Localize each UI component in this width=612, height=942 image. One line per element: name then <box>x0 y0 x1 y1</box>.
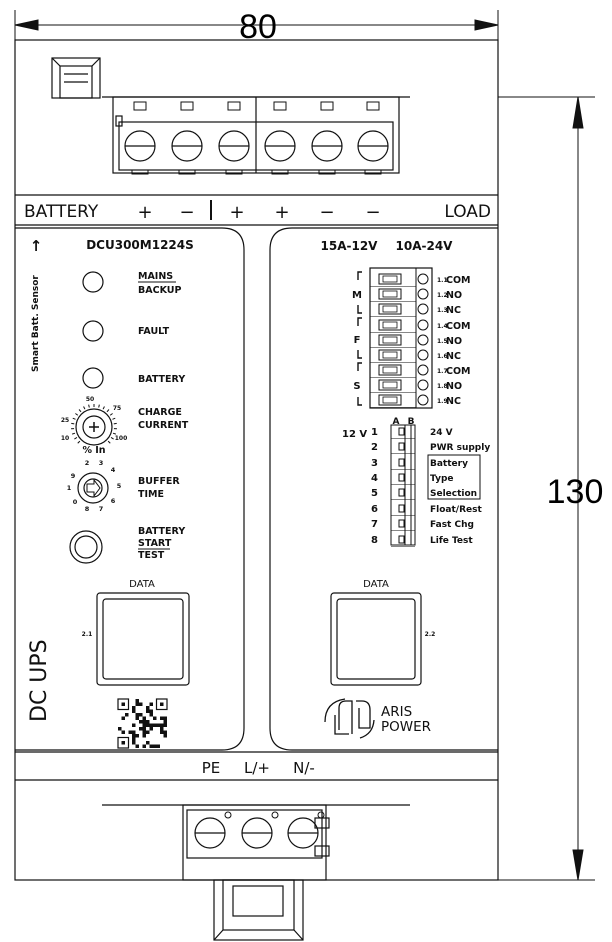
data-port-1-label: DATA <box>129 579 155 590</box>
buffer-tick-9: 9 <box>70 472 76 480</box>
brand-line1: ARIS <box>381 704 413 720</box>
bottom-label-pe: PE <box>201 759 221 777</box>
polarity-sign-5: − <box>319 202 335 223</box>
dip-label-5: Selection <box>430 489 478 499</box>
relay-pin-number-6: 1.6 <box>437 353 448 360</box>
bottom-label-n: N/- <box>293 759 315 777</box>
polarity-sign-2: − <box>179 202 195 223</box>
relay-pin-label-5: NO <box>446 336 463 347</box>
battery-label: BATTERY <box>24 202 99 222</box>
dip-label-1: 24 V <box>430 428 453 438</box>
fault-label: FAULT <box>138 326 170 337</box>
charge-tick-75: 75 <box>112 405 122 412</box>
dip-row-8: 8 <box>371 535 378 546</box>
relay-pin-label-7: COM <box>446 366 471 377</box>
buffer-tick-7: 7 <box>98 505 104 513</box>
charge-tick-100: 100 <box>114 435 128 442</box>
dip-label-8: Life Test <box>430 536 473 546</box>
relay-pin-label-4: COM <box>446 321 471 332</box>
rating-24v: 10A-24V <box>395 239 453 253</box>
buffer-tick-8: 8 <box>84 505 90 513</box>
top-terminal-block <box>113 97 399 174</box>
charge-current-dial[interactable] <box>71 404 117 445</box>
aris-power-logo-icon <box>325 699 374 738</box>
brand-line2: POWER <box>381 719 432 735</box>
mains-backup-led <box>83 272 103 292</box>
bottom-label-l: L/+ <box>244 759 270 777</box>
model-label: DCU300M1224S <box>86 238 194 252</box>
buffer-tick-4: 4 <box>110 466 116 474</box>
relay-pin-label-6: NC <box>446 351 461 362</box>
relay-group-s: S <box>353 381 361 392</box>
buffer-tick-5: 5 <box>116 482 122 490</box>
dip-row-6: 6 <box>371 504 378 515</box>
dip-row-4: 4 <box>371 473 378 484</box>
current-label: CURRENT <box>138 420 189 431</box>
dip-label-6: Float/Rest <box>430 505 482 515</box>
relay-group-m: M <box>352 290 362 301</box>
relay-pin-label-1: COM <box>446 275 471 286</box>
backup-label: BACKUP <box>138 285 182 296</box>
relay-pin-number-7: 1.7 <box>437 368 448 375</box>
buffer-label: BUFFER <box>138 476 180 487</box>
bottom-latch <box>214 880 303 940</box>
polarity-sign-3: + <box>229 202 245 223</box>
relay-pin-number-9: 1.9 <box>437 398 448 405</box>
relay-pin-label-8: NO <box>446 381 463 392</box>
relay-pin-label-2: NO <box>446 290 463 301</box>
relay-pin-number-1: 1.1 <box>437 277 448 284</box>
start-test-start: START <box>138 538 172 549</box>
charge-label: CHARGE <box>138 407 182 418</box>
charge-tick-10: 10 <box>60 435 70 442</box>
qr-code <box>118 699 167 748</box>
buffer-tick-1: 1 <box>66 484 72 492</box>
load-label: LOAD <box>444 202 491 222</box>
dip-row-2: 2 <box>371 442 378 453</box>
dip-switch-8[interactable] <box>399 536 404 543</box>
sensor-label: Smart Batt. Sensor <box>31 275 41 372</box>
product-label: DC UPS <box>27 639 52 722</box>
dip-switch-7[interactable] <box>399 520 404 527</box>
battery-start-test-button[interactable] <box>70 531 102 563</box>
bottom-terminal-block <box>183 805 329 880</box>
relay-group-f: F <box>353 335 361 346</box>
width-value: 80 <box>239 8 277 46</box>
polarity-signs <box>137 202 380 223</box>
charge-tick-50: 50 <box>85 396 95 403</box>
dip-switch-4[interactable] <box>399 474 404 481</box>
dip-row-1: 1 <box>371 427 378 438</box>
relay-pin-label-9: NC <box>446 396 461 407</box>
sensor-arrow: ↑ <box>29 237 43 255</box>
dip-col-a: A <box>392 417 400 427</box>
buffer-tick-6: 6 <box>110 497 116 505</box>
dip-label-4: Type <box>430 474 454 484</box>
data-port-2-label: DATA <box>363 579 389 590</box>
data-port-1-number: 2.1 <box>81 631 93 638</box>
polarity-sign-4: + <box>274 202 290 223</box>
relay-pin-number-4: 1.4 <box>437 323 448 330</box>
buffer-tick-2: 2 <box>84 459 90 467</box>
rating-12v: 15A-12V <box>320 239 378 253</box>
buffer-time-dial[interactable] <box>78 473 108 503</box>
height-value: 130 <box>546 473 604 511</box>
charge-tick-25: 25 <box>60 417 70 424</box>
relay-pin-number-3: 1.3 <box>437 307 448 314</box>
buffer-tick-0: 0 <box>72 498 78 506</box>
start-test-test: TEST <box>138 550 165 561</box>
time-label: TIME <box>138 489 164 500</box>
relay-pin-number-5: 1.5 <box>437 338 448 345</box>
dip-switch-5[interactable] <box>399 489 404 496</box>
relay-terminal-block <box>358 268 432 408</box>
dip-label-7: Fast Chg <box>430 520 474 530</box>
relay-pin-label-3: NC <box>446 305 461 316</box>
dip-row-7: 7 <box>371 519 378 530</box>
start-test-battery: BATTERY <box>138 526 186 537</box>
polarity-sign-1: + <box>137 202 153 223</box>
relay-pin-number-2: 1.2 <box>437 292 448 299</box>
dip-row-3: 3 <box>371 458 378 469</box>
dip-switch-2[interactable] <box>399 443 404 450</box>
relay-pin-number-8: 1.8 <box>437 383 448 390</box>
data-port-1[interactable] <box>97 593 189 685</box>
buffer-dial-ticks <box>67 459 122 513</box>
mains-label: MAINS <box>138 271 174 282</box>
charge-unit: % In <box>82 445 106 456</box>
buffer-tick-3: 3 <box>98 459 104 467</box>
dip-switch-6[interactable] <box>399 505 404 512</box>
dip-col-b: B <box>407 417 415 427</box>
polarity-sign-6: − <box>365 202 381 223</box>
battery-led <box>83 368 103 388</box>
top-latch <box>52 58 100 98</box>
data-port-2-number: 2.2 <box>424 631 436 638</box>
data-port-2[interactable] <box>331 593 421 685</box>
dip-switch-3[interactable] <box>399 459 404 466</box>
battery-led-label: BATTERY <box>138 374 186 385</box>
dip-switch-1[interactable] <box>399 428 404 435</box>
dip-label-2: PWR supply <box>430 443 491 453</box>
dip-label-3: Battery <box>430 459 468 469</box>
dip-row-5: 5 <box>371 488 378 499</box>
fault-led <box>83 321 103 341</box>
dip-12v-label: 12 V <box>342 429 368 440</box>
